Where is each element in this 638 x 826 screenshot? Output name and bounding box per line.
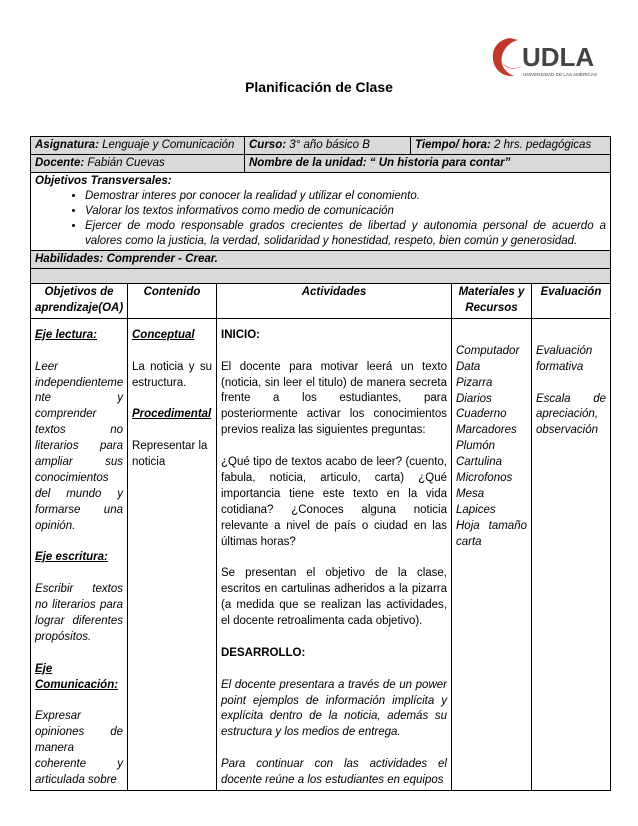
- eje-comunicacion-title: Eje Comunicación:: [35, 662, 119, 691]
- objetivo-item: • Valorar los textos informativos como medio de comunicación: [85, 204, 606, 219]
- eje-lectura-title: Eje lectura:: [35, 328, 97, 341]
- actividades-cell: [217, 318, 452, 790]
- objetivo-item: • Ejercer de modo responsable grados crecientes de libertad y autonomia personal de acuerdo a valores como la justicia, la verdad, solidaridad y honestidad, respeto, bien común y generosidad.: [85, 219, 606, 249]
- header-evaluacion: Evaluación: [532, 284, 611, 319]
- actividad-p4: El docente presentara a través de un power point ejemplos de información implícita y explícita dentro de la noticia, además su estructura y los medios de entrega.: [221, 678, 447, 739]
- material-item: Data: [456, 360, 481, 373]
- oa-cell: [31, 318, 128, 790]
- tiempo-cell: Tiempo/ hora: 2 hrs. pedagógicas: [411, 137, 611, 155]
- asignatura-cell: Asignatura: Lenguaje y Comunicación: [31, 137, 245, 155]
- evaluacion-cell: [532, 318, 611, 790]
- objetivos-cell: Objetivos Transversales: • Demostrar interes por conocer la realidad y utilizar el conomiento. • Valorar los textos informativos como medio de comunicación • Ejercer de modo responsable grados crecientes de libertad y autonomia personal de acuerdo a valores como la justicia, la verdad, solidaridad y honestidad, respeto, bien común y generosidad.: [31, 173, 611, 251]
- header-contenido: Contenido: [128, 284, 217, 319]
- desarrollo-title: DESARROLLO:: [221, 646, 306, 659]
- evaluacion-formativa: Evaluación formativa: [536, 344, 593, 373]
- material-item: Microfonos: [456, 472, 513, 485]
- material-item: Mesa: [456, 487, 485, 500]
- logo-text: UDLA: [522, 42, 595, 72]
- actividad-p5: Para continuar con las actividades el docente reúne a los estudiantes en equipos: [221, 758, 447, 787]
- inicio-title: INICIO:: [221, 328, 260, 341]
- planning-document: [30, 136, 610, 791]
- unidad-cell: Nombre de la unidad: “ Un historia para contar”: [245, 155, 611, 173]
- spacer-row: [31, 269, 611, 284]
- actividad-p1: El docente para motivar leerá un texto (noticia, sin leer el titulo) de manera secreta frente a los estudiantes, para posteriormente activar los conocimientos previos realiza las siguientes preguntas:: [221, 360, 447, 437]
- procedimental-title: Procedimental: [132, 408, 212, 421]
- eje-lectura-text: Leer independienteme nte y comprender textos no literarios para ampliar sus conocimientos del mundo y formarse una opinión.: [35, 360, 124, 532]
- material-item: Lapices: [456, 503, 496, 516]
- evaluacion-escala: Escala de apreciación, observación: [536, 392, 606, 437]
- actividad-p2: ¿Qué tipo de textos acabo de leer? (cuento, fabula, noticia, articulo, carta) ¿Qué importancia tiene este texto en la vida cotidiana? ¿Conoces alguna noticia relevante a nivel de país o ciudad en las últimas horas?: [221, 456, 447, 548]
- eje-escritura-title: Eje escritura:: [35, 551, 108, 564]
- material-item: Cuaderno: [456, 408, 507, 421]
- conceptual-title: Conceptual: [132, 328, 195, 341]
- objetivo-item: • Demostrar interes por conocer la realidad y utilizar el conomiento.: [85, 189, 606, 204]
- objetivos-list: [35, 189, 606, 249]
- material-item: Diarios: [456, 392, 492, 405]
- material-item: Hoja tamaño carta: [456, 519, 527, 548]
- header-actividades: Actividades: [217, 284, 452, 319]
- material-item: Marcadores: [456, 424, 517, 437]
- material-item: Computador: [456, 344, 520, 357]
- actividad-p3: Se presentan el objetivo de la clase, escritos en cartulinas adheridos a la pizarra (a medida que se realizan las actividades, el docente retroalimenta cada objetivo).: [221, 567, 447, 628]
- info-table: [30, 136, 611, 284]
- docente-cell: Docente: Fabián Cuevas: [31, 155, 245, 173]
- udla-logo: [488, 34, 612, 80]
- materiales-cell: [452, 318, 532, 790]
- material-item: Plumón: [456, 440, 495, 453]
- material-item: Pizarra: [456, 376, 493, 389]
- main-table: [30, 283, 611, 791]
- page-title: Planificación de Clase: [245, 79, 393, 95]
- curso-cell: Curso: 3° año básico B: [245, 137, 411, 155]
- conceptual-text: La noticia y su estructura.: [132, 360, 212, 389]
- logo-subtext: UNIVERSIDAD DE LAS AMÉRICAS: [523, 72, 598, 77]
- procedimental-text: Representar la noticia: [132, 440, 208, 469]
- header-materiales: Materiales y Recursos: [452, 284, 532, 319]
- eje-comunicacion-text: Expresar opiniones de manera coherente y articulada sobre: [35, 710, 123, 787]
- eje-escritura-text: Escribir textos no literarios para lograr diferentes propósitos.: [35, 583, 123, 643]
- material-item: Cartulina: [456, 456, 503, 469]
- contenido-cell: [128, 318, 217, 790]
- header-oa: Objetivos de aprendizaje(OA): [31, 284, 128, 319]
- habilidades-cell: Habilidades: Comprender - Crear.: [31, 251, 611, 269]
